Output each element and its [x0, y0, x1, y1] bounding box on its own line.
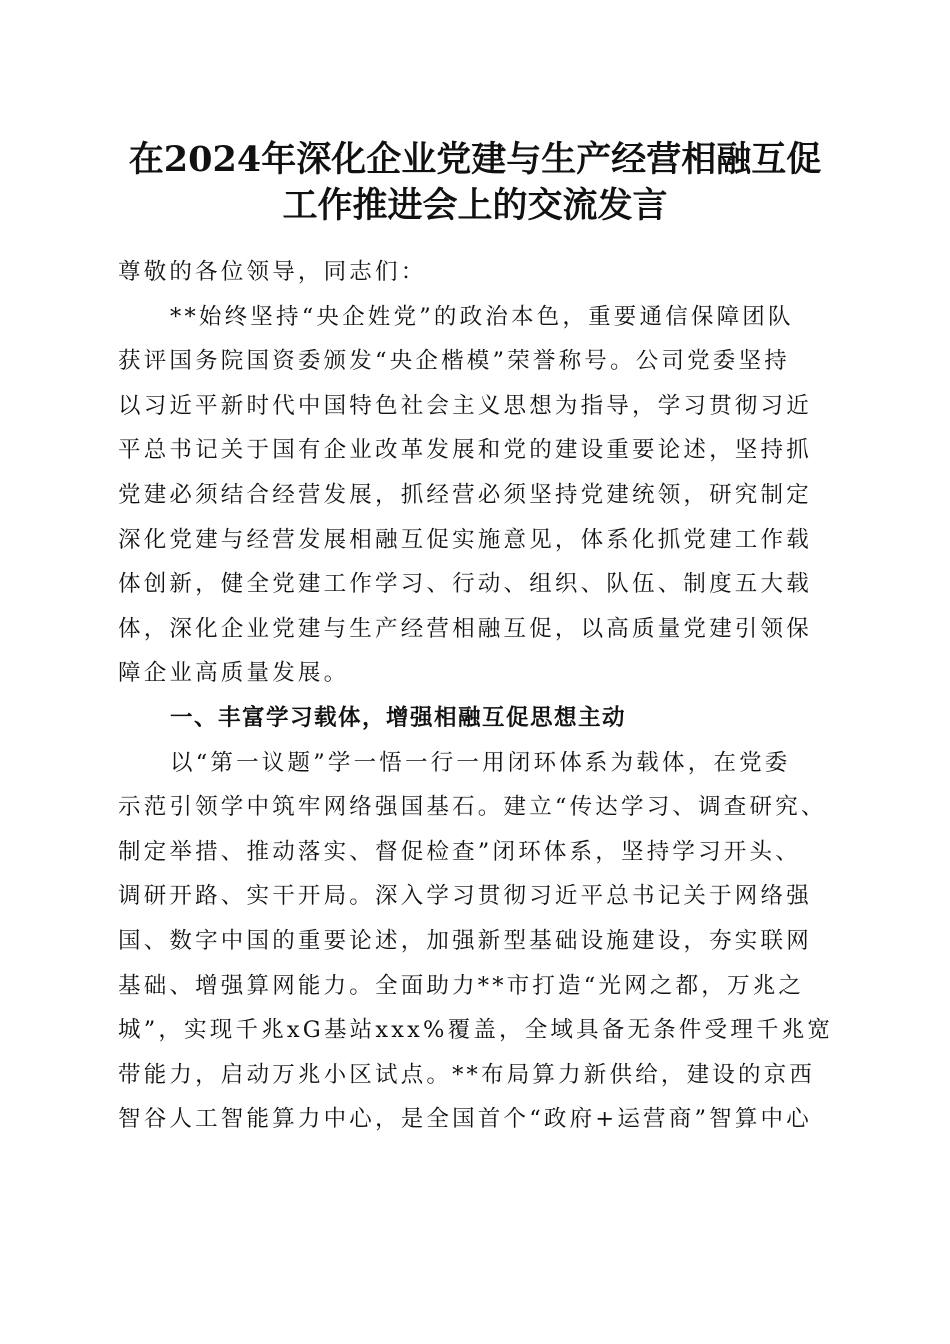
- paragraph-2-line: 示范引领学中筑牢网络强国基石。建立“传达学习、调查研究、: [118, 794, 827, 821]
- document-title-line-1: 在2024年深化企业党建与生产经营相融互促: [128, 139, 822, 180]
- document-title-line-2: 工作推进会上的交流发言: [282, 185, 668, 226]
- paragraph-2-line: 带能力，启动万兆小区试点。**布局算力新供给，建设的京西: [118, 1061, 816, 1088]
- paragraph-1-line: 平总书记关于国有企业改革发展和党的建设重要论述，坚持抓: [118, 437, 812, 464]
- paragraph-1-line: 深化党建与经营发展相融互促实施意见，体系化抓党建工作载: [118, 526, 812, 553]
- paragraph-2-line: 智谷人工智能算力中心，是全国首个“政府+运营商”智算中心: [118, 1106, 812, 1133]
- paragraph-1-line: **始终坚持“央企姓党”的政治本色，重要通信保障团队: [170, 303, 794, 330]
- document-body: [118, 250, 832, 1142]
- paragraph-2-line: 以“第一议题”学一悟一行一用闭环体系为载体，在党委: [170, 749, 791, 776]
- salutation: 尊敬的各位领导，同志们：: [118, 259, 427, 285]
- paragraph-1-line: 体，深化企业党建与生产经营相融互促，以高质量党建引领保: [118, 615, 812, 642]
- paragraph-1-line: 障企业高质量发展。: [118, 660, 350, 687]
- paragraph-1-line: 党建必须结合经营发展，抓经营必须坚持党建统领，研究制定: [118, 481, 812, 508]
- paragraph-2-line: 制定举措、推动落实、督促检查”闭环体系，坚持学习开头、: [118, 838, 801, 865]
- paragraph-2-line: 基础、增强算网能力。全面助力**市打造“光网之都，万兆之: [118, 972, 805, 999]
- paragraph-1-line: 以习近平新时代中国特色社会主义思想为指导，学习贯彻习近: [118, 392, 812, 419]
- paragraph-1-line: 获评国务院国资委颁发“央企楷模”荣誉称号。公司党委坚持: [118, 348, 790, 375]
- paragraph-2-line: 调研开路、实干开局。深入学习贯彻习近平总书记关于网络强: [118, 883, 812, 910]
- paragraph-2-line: 城”，实现千兆xG基站xxx%覆盖，全域具备无条件受理千兆宽: [118, 1017, 834, 1044]
- paragraph-2-line: 国、数字中国的重要论述，加强新型基础设施建设，夯实联网: [118, 927, 812, 954]
- section-1-heading: 一、丰富学习载体，增强相融互促思想主动: [170, 704, 627, 731]
- paragraph-1-line: 体创新，健全党建工作学习、行动、组织、队伍、制度五大载: [118, 571, 812, 598]
